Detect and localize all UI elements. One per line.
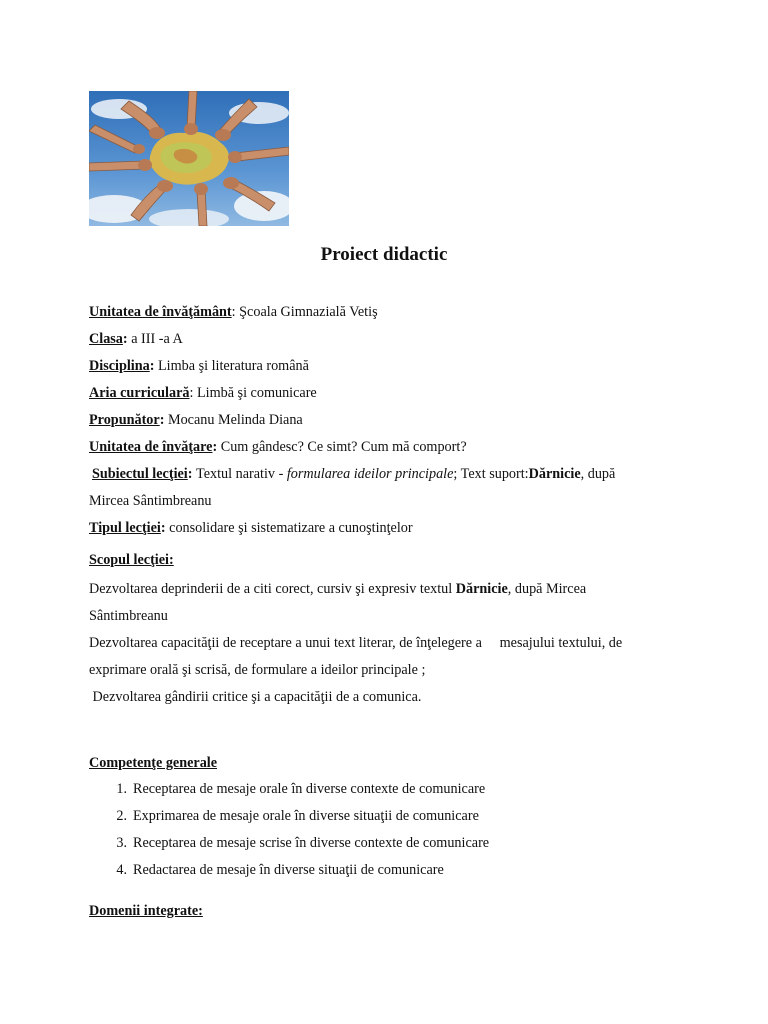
info-value: Cum gândesc? Ce simt? Cum mă comport?	[220, 439, 467, 455]
info-label: Disciplina	[89, 358, 150, 374]
list-item	[105, 862, 444, 879]
list-number: 4.	[116, 862, 127, 878]
info-label: Unitatea de învăţământ	[89, 304, 232, 320]
info-value: Şcoala Gimnazială Vetiş	[239, 304, 378, 320]
info-label: Aria curriculară	[89, 385, 190, 401]
document-title: Proiect didactic	[320, 244, 448, 265]
list-number: 2.	[116, 808, 127, 824]
scopul-heading: Scopul lecţiei:	[89, 552, 174, 568]
info-clasa	[89, 331, 183, 348]
subiect-text: Textul narativ -	[196, 466, 287, 482]
list-item	[105, 781, 485, 798]
scopul-bold: Dărnicie	[455, 581, 508, 597]
scopul-p2-line1: Dezvoltarea capacităţii de receptare a unui text literar, de înţelegere a mesajului textului, de	[89, 635, 623, 651]
list-item	[105, 808, 479, 825]
list-text: Receptarea de mesaje orale în diverse contexte de comunicare	[133, 781, 486, 797]
info-label: Propunător	[89, 412, 160, 428]
scopul-text: Dezvoltarea deprinderii de a citi corect, cursiv şi expresiv textul	[89, 581, 456, 597]
info-propunator	[89, 412, 303, 429]
scopul-p1-line2: Sântimbreanu	[89, 608, 168, 624]
list-number: 3.	[116, 835, 127, 851]
separator: :	[122, 331, 132, 347]
separator: :	[189, 385, 197, 401]
info-label: Unitatea de învăţare	[89, 439, 213, 455]
subiect-bold: Dărnicie	[528, 466, 581, 482]
separator: :	[212, 439, 221, 455]
list-text: Receptarea de mesaje scrise în diverse contexte de comunicare	[133, 835, 490, 851]
separator: :	[187, 466, 197, 482]
info-value: consolidare şi sistematizare a cunoştinţelor	[169, 520, 413, 536]
separator: :	[149, 358, 158, 374]
scopul-p2-line2: exprimare orală şi scrisă, de formulare a ideilor principale ;	[89, 662, 426, 678]
list-text: Redactarea de mesaje în diverse situaţii de comunicare	[133, 862, 444, 878]
info-value: Limba şi literatura română	[158, 358, 309, 374]
info-subiectul-line2: Mircea Sântimbreanu	[89, 493, 212, 509]
info-label: Subiectul lecţiei	[92, 466, 188, 482]
competente-heading: Competenţe generale	[89, 755, 218, 771]
subiect-italic: formularea ideilor principale	[286, 466, 454, 482]
info-unitatea-invatare	[89, 439, 467, 456]
info-label: Tipul lecţiei	[89, 520, 161, 536]
list-item	[105, 835, 489, 852]
info-label: Clasa	[89, 331, 123, 347]
info-subiectul	[92, 466, 615, 483]
info-value: Limbă şi comunicare	[196, 385, 317, 401]
subiect-text-2: ; Text suport:	[453, 466, 529, 482]
list-text: Exprimarea de mesaje orale în diverse situaţii de comunicare	[133, 808, 479, 824]
hands-circle-map-image	[89, 91, 289, 226]
info-value: a III -a A	[131, 331, 183, 347]
info-value: Mocanu Melinda Diana	[167, 412, 303, 428]
subiect-text-3: , după	[580, 466, 616, 482]
info-disciplina	[89, 358, 309, 375]
scopul-p3: Dezvoltarea gândirii critice şi a capacităţii de a comunica.	[89, 689, 422, 705]
scopul-p1	[89, 581, 586, 598]
info-unitatea	[89, 304, 378, 321]
domenii-heading: Domenii integrate:	[89, 903, 203, 919]
separator: :	[231, 304, 240, 320]
scopul-text-2: , după Mircea	[507, 581, 587, 597]
info-aria	[89, 385, 317, 402]
list-number: 1.	[116, 781, 127, 797]
info-tipul	[89, 520, 413, 537]
separator: :	[160, 520, 170, 536]
separator: :	[159, 412, 168, 428]
